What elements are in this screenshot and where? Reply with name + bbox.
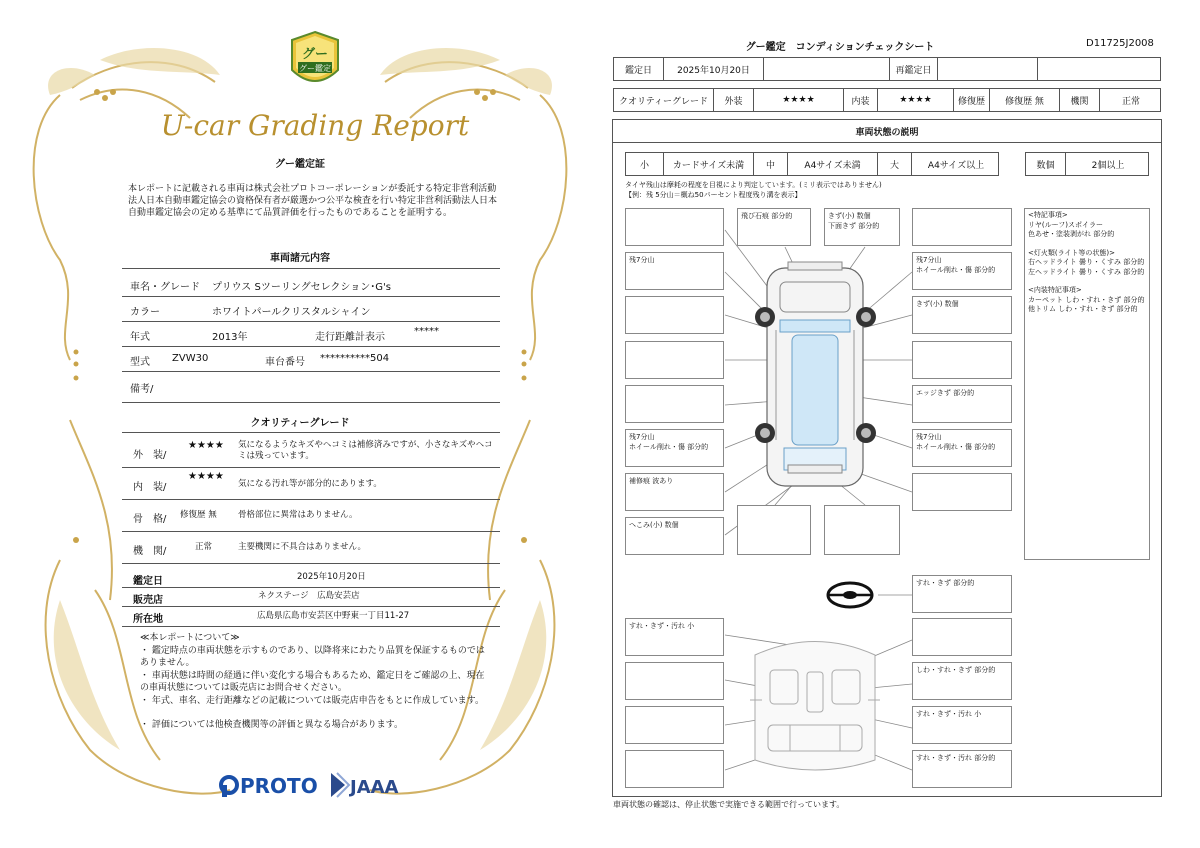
- interior-label: 内 装/: [133, 482, 167, 493]
- report-heading: [150, 100, 480, 150]
- car-exterior-diagram: [755, 262, 876, 486]
- exterior-note-box: [737, 505, 811, 555]
- exterior-note-text: エッジきず 部分的: [916, 389, 975, 397]
- year-value: 2013年: [212, 332, 248, 343]
- engine-value: 正常: [195, 542, 213, 552]
- exterior-note-box: [625, 385, 724, 423]
- interior-note-text: すれ・きず・汚れ 小: [916, 710, 982, 718]
- interior-note-box: [912, 706, 1012, 744]
- legend-small: 小: [626, 153, 664, 175]
- section-title: 車両状態の説明: [612, 119, 1162, 143]
- model-value: ZVW30: [172, 353, 209, 364]
- lights-heading: <灯火類(ライト等の状態)>: [1028, 248, 1115, 257]
- exterior-note-text: 残7分山: [629, 256, 655, 264]
- interior-note-box: [625, 706, 724, 744]
- document-id: D11725J2008: [1086, 38, 1154, 49]
- engine-label: 機 関/: [133, 546, 167, 557]
- certificate-intro: 本レポートに記載される車両は株式会社プロトコーポレーションが委託する特定非営利活動法人日本自動車鑑定協会の資格保有者が厳選かつ公平な検査を行い特定非営利活動法人日本自動車鑑定協会の定める基準にて品質評価を行ったものであることを証明する。: [128, 184, 498, 218]
- interior-item: カーペット しわ・すれ・きず 部分的: [1028, 295, 1145, 304]
- interior-note-text: すれ・きず・汚れ 小: [629, 622, 695, 630]
- exterior-note-box: [625, 517, 724, 555]
- date-value: 2025年10月20日: [664, 58, 764, 80]
- legend-mid: 中: [754, 153, 788, 175]
- exterior-note-text: ホイール削れ・傷 部分的: [629, 443, 709, 451]
- interior-note-box: [912, 618, 1012, 656]
- sheet-footer: 車両状態の確認は、停止状態で実施できる範囲で行っています。: [613, 800, 845, 809]
- interior-note-box: [625, 750, 724, 788]
- jaaa-logo: [327, 769, 407, 801]
- condition-check-sheet: [600, 0, 1200, 848]
- appraisal-date-value: 2025年10月20日: [297, 572, 366, 582]
- note-item: ・ 評価については他検査機関等の評価と異なる場合があります。: [140, 720, 403, 730]
- exterior-note-box: [625, 341, 724, 379]
- exterior-note-text: 残7分山: [916, 256, 942, 264]
- exterior-note-box: [912, 296, 1012, 334]
- svg-text:グー鑑定: グー鑑定: [299, 64, 331, 73]
- date-label: 鑑定日: [614, 58, 664, 80]
- exterior-note-box: [912, 473, 1012, 511]
- notes-title: ≪本レポートについて≫: [140, 633, 240, 643]
- mileage-label: 走行距離計表示: [315, 332, 385, 343]
- note-item: ・ 鑑定時点の車両状態を示すものであり、以降将来にわたり品質を保証するものではありません。: [140, 646, 485, 668]
- interior-item: 他トリム しわ・すれ・きず 部分的: [1028, 305, 1138, 313]
- svg-text:JAAA: JAAA: [350, 777, 399, 798]
- ext-stars: ★★★★: [754, 89, 844, 111]
- exterior-note-box: [625, 429, 724, 467]
- grade-label: クオリティーグレード: [614, 89, 714, 111]
- legend-count-desc: 2個以上: [1091, 160, 1125, 171]
- interior-note-box: [912, 575, 1012, 613]
- lights-item: 左ヘッドライト 曇り・くすみ 部分的: [1028, 267, 1145, 276]
- exterior-note-text: 飛び石痕 部分的: [741, 212, 793, 220]
- exterior-note-box: [912, 252, 1012, 290]
- remarks-label: 備考/: [130, 384, 154, 395]
- legend-large-desc: A4サイズ以上: [927, 160, 985, 171]
- exterior-stars: ★★★★: [188, 440, 224, 451]
- note-item: ・ 車両状態は時間の経過に伴い変化する場合もあるため、鑑定日をご確認の上、現在の車両状態については販売店にお問合せください。: [140, 671, 485, 693]
- exterior-note-text: 残7分山: [629, 433, 655, 441]
- interior-note-box: [912, 662, 1012, 700]
- interior-heading: <内装特記事項>: [1028, 286, 1082, 294]
- address-label: 所在地: [133, 614, 163, 625]
- exterior-note-box: [625, 208, 724, 246]
- svg-text:グー: グー: [301, 47, 329, 62]
- legend-mid-desc: A4サイズ未満: [788, 153, 878, 175]
- interior-note-box: [912, 750, 1012, 788]
- goo-kantei-logo: [288, 30, 342, 94]
- tire-note-example: 【例：残 5分山＝概ね50パーセント程度残り溝を表示】: [625, 191, 802, 199]
- color-value: ホワイトパールクリスタルシャイン: [212, 307, 371, 318]
- engine-value: 正常: [1121, 96, 1140, 107]
- special-heading: <特記事項>: [1028, 211, 1068, 219]
- frame-label: 骨 格/: [133, 514, 167, 525]
- steering-wheel-icon: [828, 583, 872, 607]
- car-name-value: プリウス Sツーリングセレクション･G's: [212, 282, 391, 293]
- exterior-note-text: ホイール削れ・傷 部分的: [916, 443, 996, 451]
- chassis-value: **********504: [320, 353, 390, 364]
- exterior-note-box: [912, 208, 1012, 246]
- frame-text: 骨格部位に異常はありません。: [238, 510, 358, 520]
- ext-label: 外装: [714, 89, 754, 111]
- special-item: リヤ(ルーフ)スポイラー: [1028, 220, 1103, 229]
- car-interior-diagram: [750, 642, 880, 771]
- interior-stars: ★★★★: [188, 471, 224, 482]
- specs-title: 車両諸元内容: [270, 253, 330, 264]
- special-item: 色あせ・塗装剥がれ 部分的: [1028, 230, 1115, 238]
- exterior-note-box: [625, 473, 724, 511]
- special-notes-panel: [1024, 208, 1150, 560]
- int-stars: ★★★★: [878, 89, 954, 111]
- exterior-note-text: 補修痕 波あり: [629, 477, 674, 485]
- repair-value: 修復歴 無: [990, 89, 1060, 111]
- re-appraisal-label: 再鑑定日: [890, 58, 938, 80]
- sheet-title: グー鑑定 コンディションチェックシート: [745, 42, 935, 53]
- certificate-title: グー鑑定証: [275, 159, 325, 170]
- proto-logo: [218, 771, 318, 801]
- frame-value: 修復歴 無: [180, 510, 217, 520]
- appraisal-date-label: 鑑定日: [133, 576, 163, 587]
- exterior-note-box: [737, 208, 811, 246]
- interior-text: 気になる汚れ等が部分的にあります。: [238, 479, 382, 489]
- tire-note: タイヤ残山は摩耗の程度を目視により判定しています。(ミリ表示ではありません): [625, 181, 882, 189]
- legend-large: 大: [878, 153, 912, 175]
- exterior-note-box: [625, 252, 724, 290]
- int-label: 内装: [844, 89, 878, 111]
- mileage-value: *****: [414, 326, 439, 337]
- exterior-note-text: 残7分山: [916, 433, 942, 441]
- exterior-note-box: [912, 341, 1012, 379]
- legend-count: 数個: [1026, 153, 1066, 175]
- exterior-note-text: へこみ(小) 数個: [629, 521, 679, 529]
- interior-note-text: しわ・すれ・きず 部分的: [916, 666, 996, 674]
- interior-note-box: [625, 662, 724, 700]
- engine-text: 主要機関に不具合はありません。: [238, 542, 367, 552]
- engine-label: 機関: [1060, 89, 1100, 111]
- color-label: カラー: [130, 307, 160, 318]
- exterior-note-box: [824, 505, 900, 555]
- chassis-label: 車台番号: [265, 357, 305, 368]
- repair-label: 修復歴: [954, 89, 990, 111]
- lights-item: 右ヘッドライト 曇り・くすみ 部分的: [1028, 258, 1145, 266]
- interior-note-text: すれ・きず 部分的: [916, 579, 975, 587]
- exterior-text: 気になるようなキズやヘコミは補修済みですが、小さなキズやヘコミは残っています。: [238, 440, 493, 461]
- svg-text:PROTO: PROTO: [240, 774, 318, 798]
- legend-small-desc: カードサイズ未満: [664, 153, 754, 175]
- shop-label: 販売店: [133, 595, 163, 606]
- car-name-label: 車名・グレード: [130, 282, 200, 293]
- model-label: 型式: [130, 357, 150, 368]
- year-label: 年式: [130, 332, 150, 343]
- exterior-note-text: きず(小) 数個: [916, 300, 959, 308]
- quality-title: クオリティーグレード: [250, 418, 350, 429]
- shop-value: ネクステージ 広島安芸店: [258, 591, 360, 601]
- svg-text:U-car Grading Report: U-car Grading Report: [160, 109, 470, 142]
- address-value: 広島県広島市安芸区中野東一丁目11-27: [257, 611, 410, 621]
- exterior-note-text: きず(小) 数個: [828, 212, 871, 220]
- exterior-note-text: 下面きず 部分的: [828, 222, 880, 230]
- exterior-note-box: [912, 385, 1012, 423]
- exterior-note-text: ホイール削れ・傷 部分的: [916, 266, 996, 274]
- note-item: ・ 年式、車名、走行距離などの記載については販売店申告をもとに作成しています。: [140, 696, 484, 706]
- exterior-note-box: [912, 429, 1012, 467]
- exterior-note-box: [824, 208, 900, 246]
- exterior-label: 外 装/: [133, 450, 167, 461]
- exterior-note-box: [625, 296, 724, 334]
- interior-note-box: [625, 618, 724, 656]
- interior-note-text: すれ・きず・汚れ 部分的: [916, 754, 996, 762]
